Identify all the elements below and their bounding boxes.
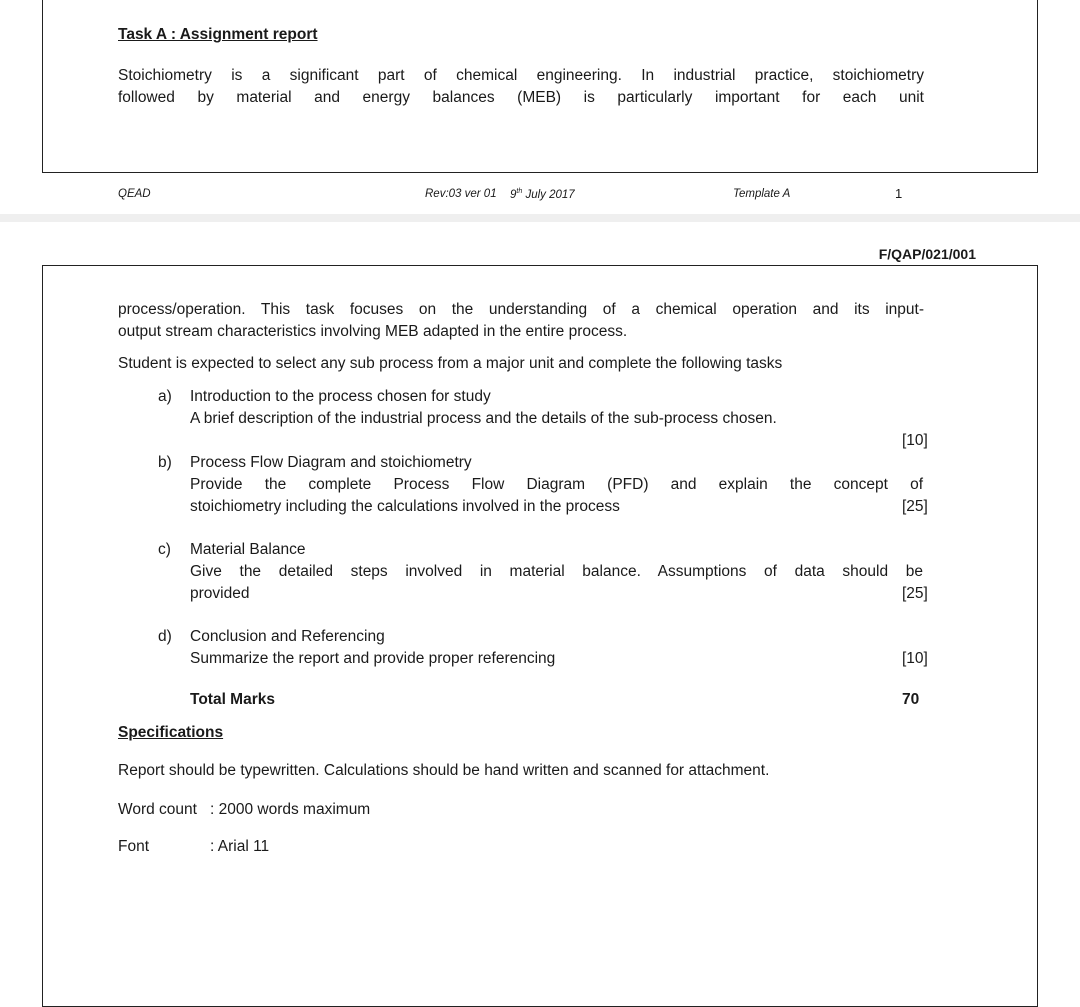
instruction: Student is expected to select any sub process from a major unit and complete the following tasks <box>118 355 783 372</box>
task-a-letter: a) <box>158 388 172 405</box>
footer-date <box>510 188 575 201</box>
date-suffix: th <box>516 188 523 195</box>
task-b-desc-2: stoichiometry including the calculations involved in the process <box>190 498 620 515</box>
word-count-value: : 2000 words maximum <box>210 801 371 818</box>
footer-revision: Rev:03 ver 01 <box>425 188 497 200</box>
form-code: F/QAP/021/001 <box>878 246 976 262</box>
task-c-desc-2: provided <box>190 585 250 602</box>
task-c-title: Material Balance <box>190 541 306 558</box>
task-b-marks: [25] <box>902 498 928 515</box>
task-d-desc: Summarize the report and provide proper referencing <box>190 650 556 667</box>
task-a-marks: [10] <box>902 432 928 449</box>
intro-line-2: followed by material and energy balances (MEB) is particularly important for each unit <box>118 89 924 106</box>
task-b-title: Process Flow Diagram and stoichiometry <box>190 454 472 471</box>
process-line-2: output stream characteristics involving MEB adapted in the entire process. <box>118 323 628 340</box>
page-number: 1 <box>895 186 903 201</box>
word-count-label: Word count <box>118 801 197 818</box>
font-value: : Arial 11 <box>210 838 270 855</box>
footer-template: Template A <box>733 188 791 200</box>
page-separator <box>0 214 1080 222</box>
specifications-text: Report should be typewritten. Calculations should be hand written and scanned for attachment. <box>118 762 770 779</box>
task-heading: Task A : Assignment report <box>118 26 318 43</box>
task-c-letter: c) <box>158 541 171 558</box>
task-a-desc: A brief description of the industrial process and the details of the sub-process chosen. <box>190 410 777 427</box>
task-a-title: Introduction to the process chosen for study <box>190 388 491 405</box>
specifications-heading: Specifications <box>118 724 224 741</box>
date-rest: July 2017 <box>522 188 575 201</box>
intro-line-1: Stoichiometry is a significant part of chemical engineering. In industrial practice, stoichiometry <box>118 67 924 84</box>
font-label: Font <box>118 838 150 855</box>
task-c-marks: [25] <box>902 585 928 602</box>
task-d-letter: d) <box>158 628 172 645</box>
date-day: 9 <box>510 188 517 201</box>
total-marks-label: Total Marks <box>190 691 275 708</box>
task-b-letter: b) <box>158 454 172 471</box>
task-c-desc-1: Give the detailed steps involved in material balance. Assumptions of data should be <box>190 563 923 580</box>
task-b-desc-1: Provide the complete Process Flow Diagram (PFD) and explain the concept of <box>190 476 923 493</box>
task-d-marks: [10] <box>902 650 928 667</box>
total-marks-value: 70 <box>902 691 920 708</box>
footer-org: QEAD <box>118 188 151 200</box>
task-d-title: Conclusion and Referencing <box>190 628 385 645</box>
process-line-1: process/operation. This task focuses on the understanding of a chemical operation and its input- <box>118 301 924 318</box>
